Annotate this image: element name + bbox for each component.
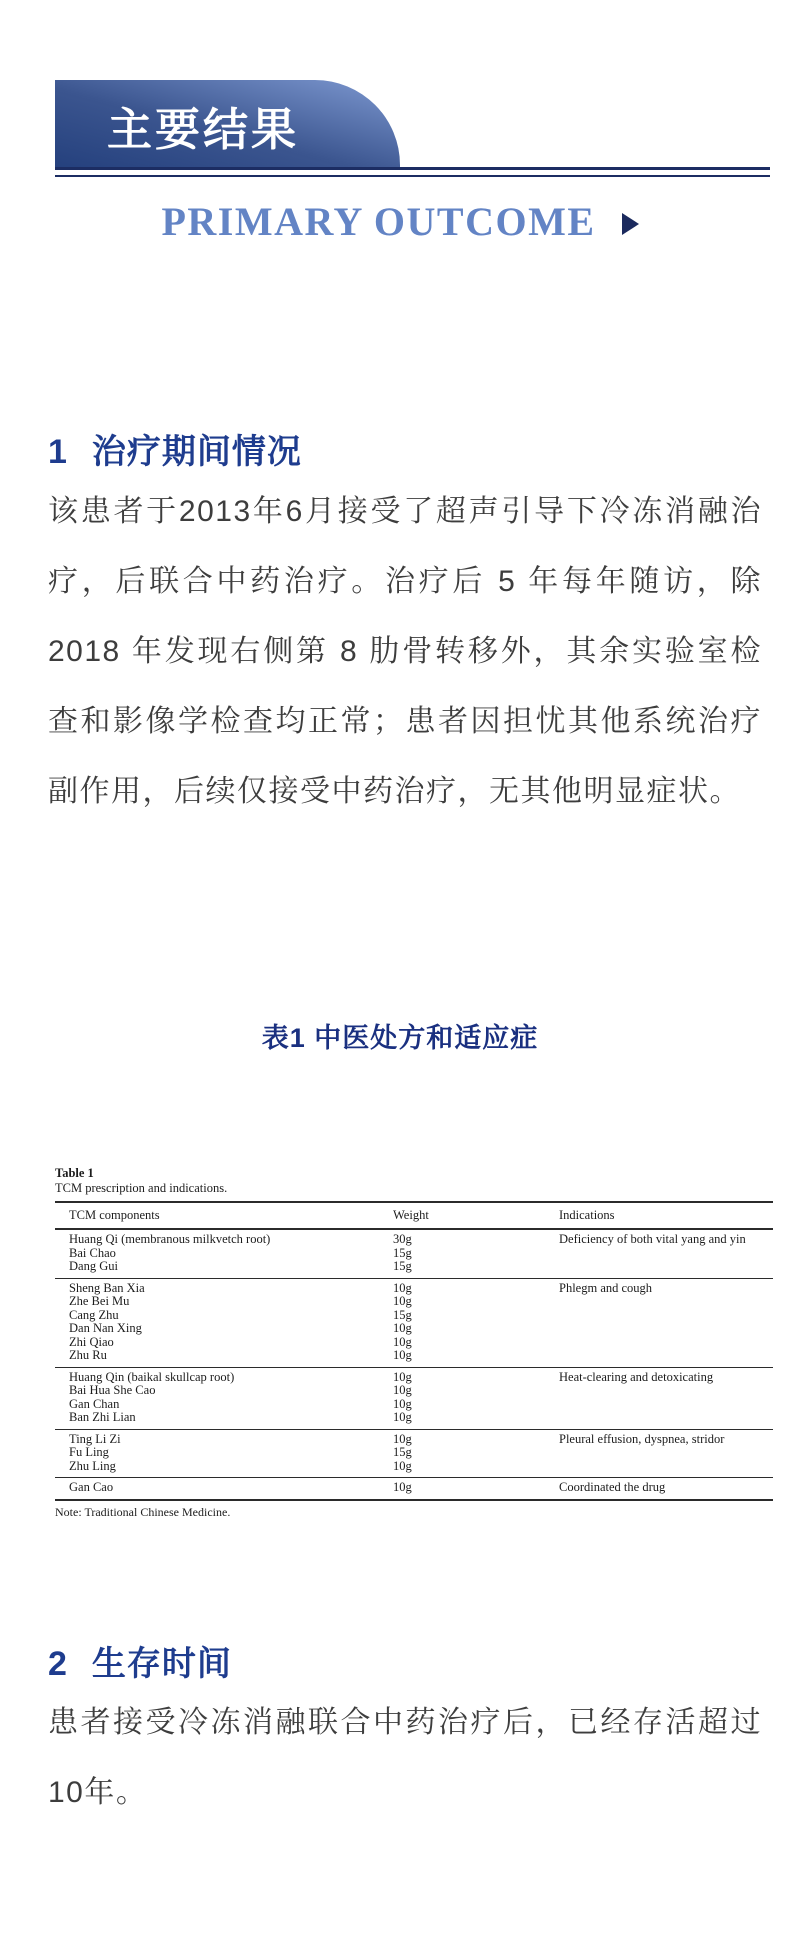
section-2-heading [48, 1636, 232, 1685]
column-header-components: TCM components [69, 1208, 160, 1222]
table-row-group [55, 1430, 773, 1479]
table-row-group [55, 1368, 773, 1430]
weight-cell: 10g 10g 10g 10g [393, 1369, 412, 1424]
section-1-number: 1 [48, 433, 68, 471]
table-row-group [55, 1279, 773, 1368]
table-caption: 表1 中医处方和适应症 [261, 1023, 539, 1053]
indication-cell: Deficiency of both vital yang and yin [559, 1232, 746, 1246]
section-2-number: 2 [48, 1645, 68, 1683]
components-cell: Huang Qi (membranous milkvetch root) Bai Chao Dang Gui [69, 1232, 271, 1273]
right-triangle-icon [622, 213, 639, 235]
section-1-paragraph: 该患者于2013年6月接受了超声引导下冷冻消融治疗，后联合中药治疗。治疗后 5 年每年随访，除 2018 年发现右侧第 8 肋骨转移外，其余实验室检查和影像学检查均正常；患者因担忧其他系统治疗副作用，后续仅接受中药治疗，无其他明显症状。 [48, 495, 762, 808]
table-body [55, 1230, 773, 1501]
components-cell: Huang Qin (baikal skullcap root) Bai Hua She Cao Gan Chan Ban Zhi Lian [69, 1369, 235, 1424]
table-note: Note: Traditional Chinese Medicine. [55, 1504, 231, 1519]
column-header-indications: Indications [559, 1208, 615, 1222]
indication-cell: Coordinated the drug [559, 1480, 666, 1494]
section-2-paragraph: 患者接受冷冻消融联合中药治疗后，已经存活超过10年。 [48, 1706, 762, 1809]
weight-cell: 30g 15g 15g [393, 1232, 412, 1273]
weight-cell: 10g 15g 10g [393, 1431, 412, 1473]
header-rule-thin [55, 175, 770, 177]
weight-cell: 10g 10g 15g 10g 10g 10g [393, 1280, 412, 1362]
section-1-heading [48, 424, 302, 473]
weight-cell: 10g [393, 1480, 412, 1494]
indication-cell: Pleural effusion, dyspnea, stridor [559, 1431, 725, 1446]
section-2-title: 生存时间 [91, 1645, 232, 1683]
components-cell: Ting Li Zi Fu Ling Zhu Ling [69, 1431, 121, 1473]
primary-outcome-row [0, 198, 800, 245]
section-1-title: 治疗期间情况 [91, 433, 302, 471]
banner-title: 主要结果 [107, 104, 300, 155]
table-row-group [55, 1230, 773, 1279]
column-header-weight: Weight [393, 1208, 429, 1222]
table-subtitle: TCM prescription and indications. [55, 1181, 228, 1195]
tcm-table [55, 1166, 773, 1520]
table-row-group [55, 1478, 773, 1501]
primary-outcome-title: PRIMARY OUTCOME [161, 199, 596, 244]
components-cell: Gan Cao [69, 1480, 114, 1494]
table-title: Table 1 [55, 1166, 94, 1180]
results-banner [55, 80, 400, 170]
table-header-row [55, 1201, 773, 1230]
indication-cell: Heat-clearing and detoxicating [559, 1369, 714, 1384]
header-rule-thick [55, 167, 770, 170]
indication-cell: Phlegm and cough [559, 1280, 653, 1295]
components-cell: Sheng Ban Xia Zhe Bei Mu Cang Zhu Dan Nan Xing Zhi Qiao Zhu Ru [69, 1280, 145, 1362]
